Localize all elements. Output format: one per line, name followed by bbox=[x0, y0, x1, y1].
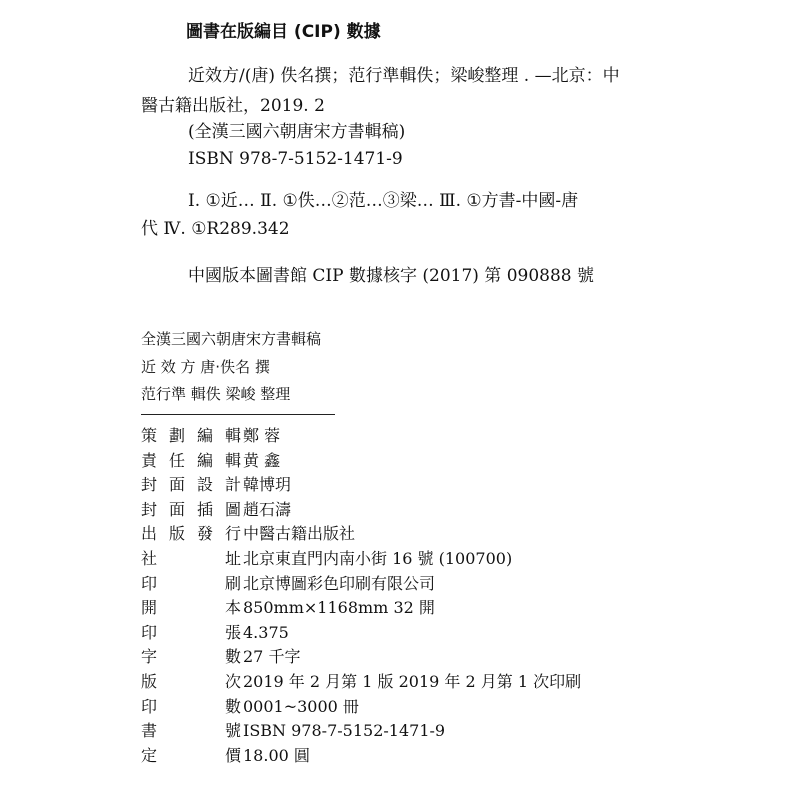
detail-row bbox=[141, 647, 301, 667]
cip-entry-line-1: 近效方/(唐) 佚名撰；范行準輯佚；梁峻整理 . —北京：中 bbox=[188, 66, 620, 86]
detail-row bbox=[141, 745, 310, 765]
detail-value: 北京東直門内南小街 16 號 (100700) bbox=[243, 549, 513, 568]
detail-label: 定 價 bbox=[141, 745, 241, 765]
detail-value: 27 千字 bbox=[243, 647, 301, 667]
detail-value: 北京博圖彩色印刷有限公司 bbox=[243, 573, 436, 593]
detail-label: 字 數 bbox=[141, 647, 241, 667]
detail-row bbox=[141, 499, 292, 519]
detail-value: 4.375 bbox=[243, 622, 289, 642]
detail-label: 出版發行 bbox=[141, 524, 241, 544]
detail-value: 0001~3000 冊 bbox=[243, 696, 359, 716]
detail-row bbox=[141, 622, 289, 642]
cip-record-number: 中國版本圖書館 CIP 數據核字 (2017) 第 090888 號 bbox=[188, 266, 595, 286]
detail-row bbox=[141, 450, 281, 470]
book-editors: 范行準 輯佚 梁峻 整理 bbox=[141, 385, 291, 403]
detail-label: 開 本 bbox=[141, 598, 241, 618]
divider-rule bbox=[141, 414, 335, 415]
detail-label: 書 號 bbox=[141, 721, 241, 741]
detail-row bbox=[141, 672, 582, 691]
cip-subjects-line-2: 代 Ⅳ. ①R289.342 bbox=[141, 219, 290, 239]
book-title-author: 近 效 方 唐·佚名 撰 bbox=[141, 358, 270, 376]
book-series: 全漢三國六朝唐宋方書輯稿 bbox=[141, 330, 322, 348]
detail-value: 18.00 圓 bbox=[243, 745, 310, 765]
cip-entry-line-2: 醫古籍出版社，2019. 2 bbox=[141, 96, 325, 116]
detail-label: 印 刷 bbox=[141, 573, 241, 593]
detail-row bbox=[141, 475, 292, 495]
detail-row bbox=[141, 573, 436, 593]
cip-isbn: ISBN 978-7-5152-1471-9 bbox=[188, 149, 403, 169]
detail-row bbox=[141, 598, 435, 618]
detail-label: 印 數 bbox=[141, 696, 241, 716]
detail-row bbox=[141, 696, 359, 716]
detail-value: 鄭 蓉 bbox=[243, 426, 281, 445]
detail-label: 封面插圖 bbox=[141, 499, 241, 519]
detail-value: 2019 年 2 月第 1 版 2019 年 2 月第 1 次印刷 bbox=[243, 672, 582, 691]
detail-value: 黄 鑫 bbox=[243, 450, 281, 470]
detail-row bbox=[141, 524, 356, 544]
detail-label: 印 張 bbox=[141, 622, 241, 642]
detail-value: 中醫古籍出版社 bbox=[243, 524, 356, 544]
detail-label: 策劃編輯 bbox=[141, 426, 241, 445]
cip-subjects-line-1: Ⅰ. ①近… Ⅱ. ①佚…②范…③梁… Ⅲ. ①方書-中國-唐 bbox=[188, 191, 579, 211]
detail-row bbox=[141, 721, 446, 741]
detail-value: 趙石濤 bbox=[243, 499, 292, 519]
detail-value: 韓博玥 bbox=[243, 475, 292, 495]
cip-heading: 圖書在版編目 (CIP) 數據 bbox=[186, 22, 381, 42]
cip-series: (全漢三國六朝唐宋方書輯稿) bbox=[188, 122, 406, 142]
detail-label: 版 次 bbox=[141, 672, 241, 691]
detail-value: 850mm×1168mm 32 開 bbox=[243, 598, 435, 618]
detail-label: 社 址 bbox=[141, 549, 241, 568]
detail-row bbox=[141, 549, 513, 568]
detail-label: 封面設計 bbox=[141, 475, 241, 495]
detail-value: ISBN 978-7-5152-1471-9 bbox=[243, 721, 446, 741]
detail-label: 責任編輯 bbox=[141, 450, 241, 470]
detail-row bbox=[141, 426, 281, 445]
